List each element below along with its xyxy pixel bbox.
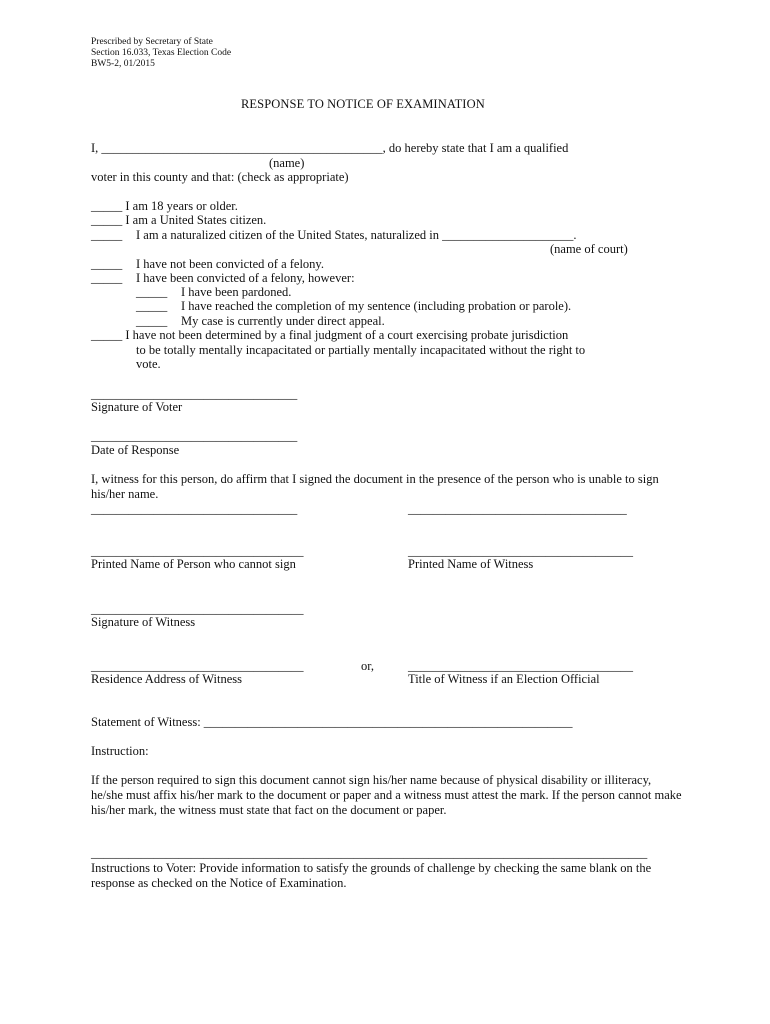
check-felony: I have been convicted of a felony, however:	[136, 271, 355, 285]
check-citizen: _____ I am a United States citizen.	[91, 213, 267, 227]
check-supervision-blank: _____	[136, 314, 168, 328]
check-not-felony-blank: _____	[91, 257, 123, 271]
check-naturalized: I am a naturalized citizen of the United States, naturalized in _____________________.	[136, 228, 577, 242]
residence-address-label: Residence Address of Witness	[91, 672, 242, 686]
header-line-2: Section 16.033, Texas Election Code	[91, 48, 232, 58]
court-caption: (name of court)	[550, 242, 628, 256]
check-completed: I have reached the completion of my sentence (including probation or parole).	[181, 299, 572, 313]
header-line-1: Prescribed by Secretary of State	[91, 37, 213, 47]
instruction-heading: Instruction:	[91, 744, 149, 758]
witness-signature-label: Signature of Witness	[91, 615, 196, 629]
instructions-to-voter: Instructions to Voter: Provide information to satisfy the grounds of challenge by checking the same blank on the response as checked on the Notice of Examination.	[91, 861, 652, 890]
witness-sig-line-left: _________________________________	[91, 502, 298, 516]
check-mental-line-1: _____ I have not been determined by a final judgment of a court exercising probate jurisdiction	[91, 328, 569, 342]
check-mental-line-2: to be totally mentally incapacitated or partially mentally incapacitated without the right to	[136, 343, 586, 357]
check-supervision: My case is currently under direct appeal.	[181, 314, 385, 328]
check-pardoned: I have been pardoned.	[181, 285, 292, 299]
voter-signature-label: Signature of Voter	[91, 400, 183, 414]
check-age: _____ I am 18 years or older.	[91, 199, 238, 213]
printed-name-person-label: Printed Name of Person who cannot sign	[91, 557, 296, 571]
intro-line-2: voter in this county and that: (check as appropriate)	[91, 170, 349, 184]
check-completed-blank: _____	[136, 299, 168, 313]
instruction-body: If the person required to sign this document cannot sign his/her name because of physical disability or illiteracy, he/she must affix his/her mark to the document or paper and a witness must attest the mark. If the person cannot make his/her mark, the witness must state that fact on the document or paper.	[91, 773, 682, 817]
printed-name-person-line: __________________________________	[91, 544, 304, 558]
response-date-line: _________________________________	[91, 429, 298, 443]
witness-statement: Statement of Witness: ___________________________________________________________	[91, 715, 573, 729]
or-text: or,	[361, 659, 375, 673]
printed-name-witness-line: ____________________________________	[408, 544, 633, 558]
residence-address-line: __________________________________	[91, 659, 304, 673]
check-naturalized-blank: _____	[91, 228, 123, 242]
form-title: RESPONSE TO NOTICE OF EXAMINATION	[241, 97, 485, 111]
check-pardoned-blank: _____	[136, 285, 168, 299]
check-felony-blank: _____	[91, 271, 123, 285]
instruction-rule: _________________________________________________________________________________________	[91, 846, 648, 860]
check-not-felony: I have not been convicted of a felony.	[136, 257, 325, 271]
check-mental-line-3: vote.	[136, 357, 161, 371]
printed-name-witness-label: Printed Name of Witness	[408, 557, 534, 571]
witness-title-label: Title of Witness if an Election Official	[408, 672, 600, 686]
header-line-3: BW5-2, 01/2015	[91, 59, 155, 69]
witness-sig-line-right: ___________________________________	[408, 502, 627, 516]
voter-signature-line: _________________________________	[91, 387, 298, 401]
witness-signature-line: __________________________________	[91, 602, 304, 616]
response-date-label: Date of Response	[91, 443, 180, 457]
name-caption: (name)	[269, 156, 305, 170]
witness-title-line: ____________________________________	[408, 659, 633, 673]
intro-line-1: I, _____________________________________________, do hereby state that I am a qualified	[91, 141, 569, 155]
witness-affirmation: I, witness for this person, do affirm that I signed the document in the presence of the person who is unable to sign his/her name.	[91, 472, 659, 501]
